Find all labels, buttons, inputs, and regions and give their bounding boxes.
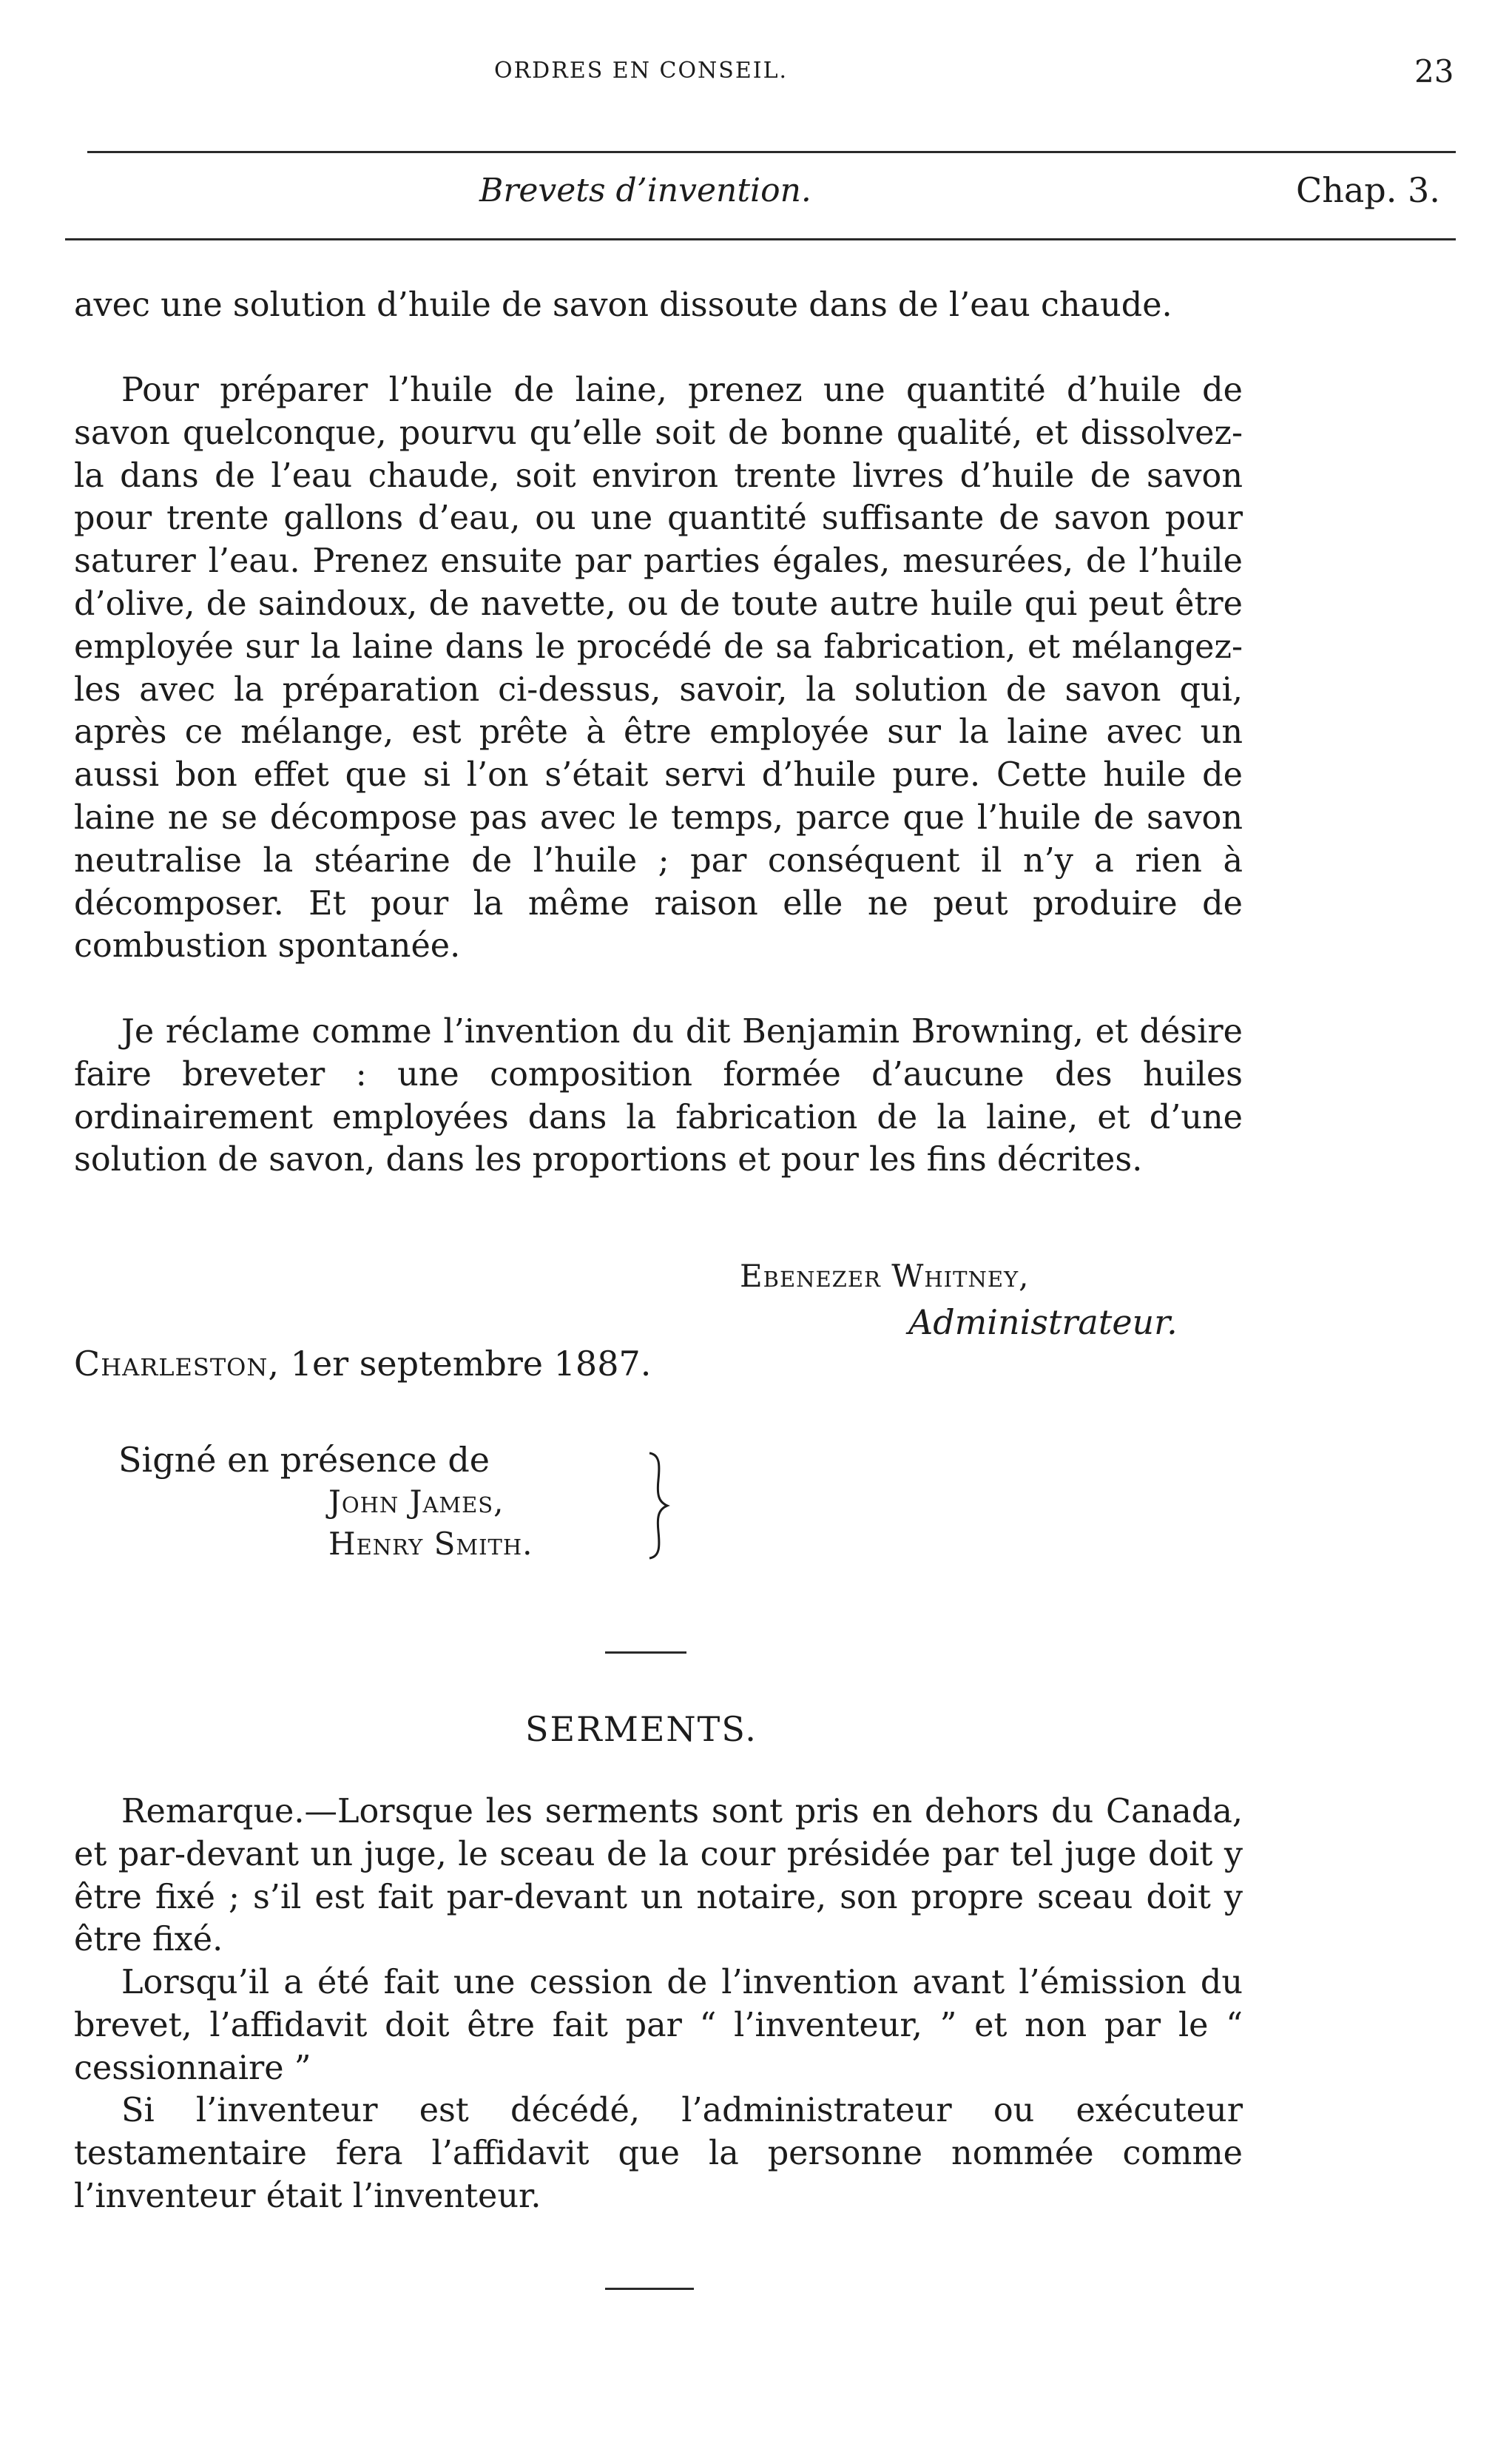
witness-label: Signé en présence de [118,1440,490,1480]
running-title: ORDRES EN CONSEIL. [494,58,789,84]
place: Charleston, [74,1344,280,1384]
witness-brace-icon [644,1450,673,1561]
place-date-line [74,1344,651,1384]
serments-paragraph-3: Si l’inventeur est décédé, l’administrateur ou exécuteur testamentaire fera l’affidavit que la personne nommée comme l’inventeur était l’inventeur. [74,2092,1243,2215]
body-paragraph-2: Pour préparer l’huile de laine, prenez une quantité d’huile de savon quelconque, pourvu qu’elle soit de bonne qualité, et dissolvez-la dans de l’eau chaude, soit environ trente livres d’huile de savon pour trente gallons d’eau, ou une quantité suffisante de savon pour saturer l’eau. Prenez ensuite par parties égales, mesurées, de l’huile d’olive, de saindoux, de navette, ou de toute autre huile qui peut être employée sur la laine dans le procédé de sa fabrication, et mélangez-les avec la préparation ci-dessus, savoir, la solution de savon qui, après ce mélange, est prête à être employée sur la laine avec un aussi bon effet que si l’on s’était servi d’huile pure. Cette huile de laine ne se décompose pas avec le temps, parce que l’huile de savon neutralise la stéarine de l’huile ; par conséquent il n’y a rien à décomposer. Et pour la même raison elle ne peut produire de combustion spontanée. [74,371,1243,966]
date: 1er septembre 1887. [290,1344,652,1384]
serments-paragraph-1: Remarque.—Lorsque les serments sont pris en dehors du Canada, et par-devant un juge, le sceau de la cour présidée par tel juge doit y être fixé ; s’il est fait par-devant un notaire, son propre sceau doit y être fixé. [74,1793,1243,1959]
section-title: Brevets d’invention. [479,172,811,209]
section-divider-1 [605,1651,686,1654]
body-paragraph-1: avec une solution d’huile de savon dissoute dans de l’eau chaude. [74,286,1172,324]
body-paragraph-3: Je réclame comme l’invention du dit Benjamin Browning, et désire faire breveter : une composition formée d’aucune des huiles ordinairement employées dans la fabrication de la laine, et d’une solution de savon, dans les proportions et pour les fins décrites. [74,1013,1243,1179]
serments-heading: SERMENTS. [525,1709,757,1749]
signatory-name: Ebenezer Whitney, [740,1258,1030,1294]
header-rule-top [87,151,1456,153]
signatory-title: Administrateur. [908,1302,1178,1342]
chapter-reference: Chap. 3. [1296,170,1440,210]
page-number: 23 [1414,53,1454,90]
witness-name-2: Henry Smith. [328,1526,533,1562]
section-divider-2 [605,2288,694,2290]
header-rule-bottom [65,238,1456,240]
serments-paragraph-2: Lorsqu’il a été fait une cession de l’invention avant l’émission du brevet, l’affidavit doit être fait par “ l’inventeur, ” et non par le “ cessionnaire ” [74,1964,1243,2087]
witness-name-1: John James, [328,1483,504,1520]
